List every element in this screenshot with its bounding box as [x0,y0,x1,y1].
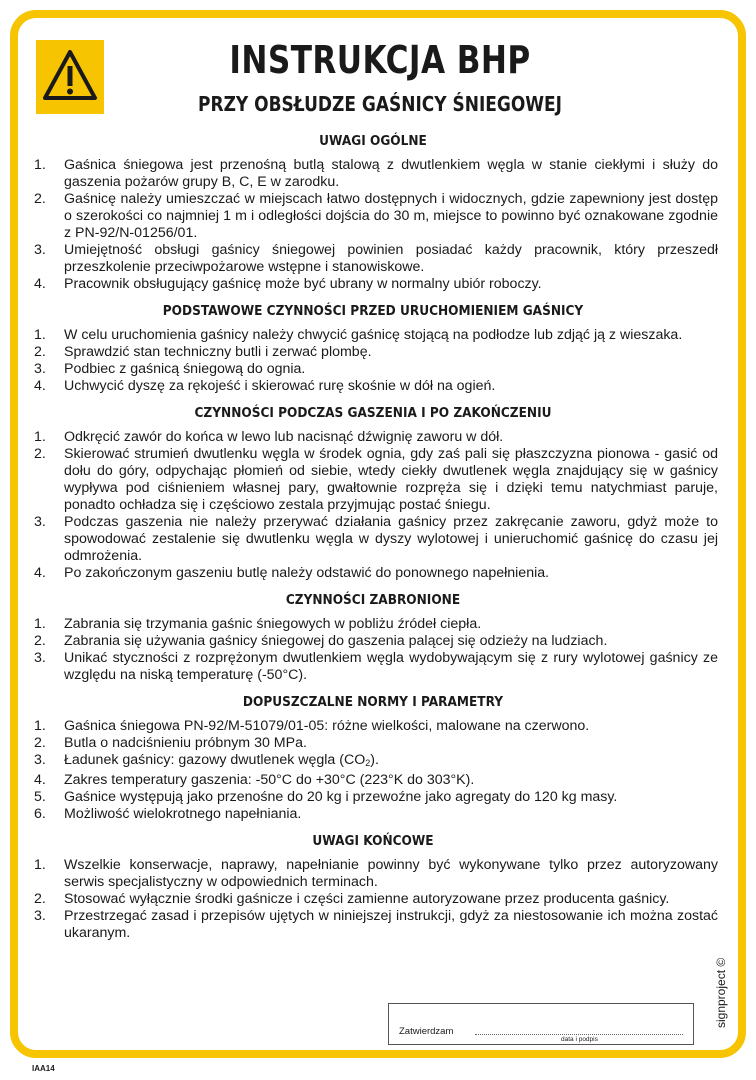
list-item [28,772,718,789]
list-item [28,327,718,344]
item-text: Sprawdzić stan techniczny butli i zerwać plombę. [64,344,372,360]
warning-sign [36,40,104,114]
list-item [28,446,718,514]
section-heading: PODSTAWOWE CZYNNOŚCI PRZED URUCHOMIENIEM GAŚNICY [162,303,584,319]
list-item [28,361,718,378]
item-number: 2. [34,446,46,462]
instruction-content [28,133,718,952]
page-title: INSTRUKCJA BHP [229,38,531,82]
item-number: 4. [34,276,46,292]
item-number: 2. [34,344,46,360]
item-text: Skierować strumień dwutlenku węgla w środek ognia, gdy zaś pali się płaszczyzna pionowa - gasić od dołu do góry, odpychając płomień od siebie, wtedy ciekły dwutlenek węgla znajdujący się w gaśnicy wypływa pod ciśnieniem własnej pary, gwałtownie rozpręża się i dzięki temu natychmiast paruje, ponadto ochładza się i częściowo zestala przyjmując postać śniegu. [64,446,718,513]
list-item [28,908,718,942]
item-number: 1. [34,857,46,873]
section-list [28,157,718,293]
item-text: Podbiec z gaśnicą śniegową do ognia. [64,361,306,377]
item-number: 1. [34,157,46,173]
item-text: Przestrzegać zasad i przepisów ujętych w niniejszej instrukcji, gdyż za niestosowanie ich można zostać ukaranym. [64,908,718,941]
item-number: 1. [34,327,46,343]
item-number: 3. [34,908,46,924]
section-heading: DOPUSZCZALNE NORMY I PARAMETRY [242,694,504,710]
list-item [28,891,718,908]
page-subtitle: PRZY OBSŁUDZE GAŚNICY ŚNIEGOWEJ [198,92,562,116]
list-item [28,616,718,633]
item-text: Stosować wyłącznie środki gaśnicze i części zamienne autoryzowane przez producenta gaśnicy. [64,891,670,907]
section-list [28,857,718,942]
section-list [28,718,718,823]
list-item [28,429,718,446]
item-number: 6. [34,806,46,822]
list-item [28,633,718,650]
list-item [28,735,718,752]
item-text: Butla o nadciśnieniu próbnym 30 MPa. [64,735,307,751]
item-text: Zakres temperatury gaszenia: -50°C do +30°C (223°K do 303°K). [64,772,475,788]
brand-mark: signproject © [714,957,728,1028]
item-text: Pracownik obsługujący gaśnicę może być ubrany w normalny ubiór roboczy. [64,276,542,292]
section-heading: CZYNNOŚCI ZABRONIONE [285,592,461,608]
item-number: 5. [34,789,46,805]
product-code: IAA14 [32,1064,55,1073]
item-text: Uchwycić dyszę za rękojeść i skierować rurę skośnie w dół na ogień. [64,378,496,394]
signature-line [475,1034,683,1035]
item-number: 3. [34,650,46,666]
list-item [28,378,718,395]
item-number: 3. [34,752,46,768]
list-item [28,789,718,806]
item-number: 1. [34,429,46,445]
list-item [28,565,718,582]
item-number: 2. [34,633,46,649]
list-item [28,857,718,891]
section-heading: CZYNNOŚCI PODCZAS GASZENIA I PO ZAKOŃCZENIU [194,405,552,421]
item-text: Wszelkie konserwacje, naprawy, napełnianie powinny być wykonywane tylko przez autoryzowany serwis specjalistyczny w odpowiednich terminach. [64,857,718,890]
item-text: Umiejętność obsługi gaśnicy śniegowej powinien posiadać każdy pracownik, który przeszedł przeszkolenie przeciwpożarowe wstępne i stanowiskowe. [64,242,718,275]
item-text: Po zakończonym gaszeniu butlę należy odstawić do ponownego napełnienia. [64,565,550,581]
list-item [28,276,718,293]
list-item [28,650,718,684]
list-item [28,344,718,361]
item-text: Gaśnica śniegowa jest przenośną butlą stalową z dwutlenkiem węgla w stanie ciekłymi i służy do gaszenia pożarów grupy B, C, E w zarodku. [64,157,718,190]
item-text: Podczas gaszenia nie należy przerywać działania gaśnicy przez zakręcanie zaworu, gdyż może to spowodować zestalenie się dwutlenku węgla w dyszy wylotowej i unieruchomić gaśnicę do czasu jej odmrożenia. [64,514,718,564]
item-text-after: ). [370,752,379,768]
signature-box [388,1003,694,1045]
list-item [28,191,718,242]
item-text: Możliwość wielokrotnego napełniania. [64,806,302,822]
item-number: 4. [34,772,46,788]
item-text: Gaśnicę należy umieszczać w miejscach łatwo dostępnych i widocznych, gdzie zapewniony jest dostęp o szerokości co najmniej 1 m i odległości dojścia do 30 m, miejsce to powinno być oznakowane zgodnie z PN-92/N-01256/01. [64,191,718,241]
list-item [28,514,718,565]
item-number: 3. [34,242,46,258]
item-number: 3. [34,361,46,377]
item-number: 1. [34,616,46,632]
section-list [28,429,718,582]
item-number: 2. [34,891,46,907]
item-text: Gaśnica śniegowa PN-92/M-51079/01-05: różne wielkości, malowane na czerwono. [64,718,590,734]
list-item [28,242,718,276]
item-subscript: 2 [365,758,371,768]
item-text: Zabrania się trzymania gaśnic śniegowych w pobliżu źródeł ciepła. [64,616,482,632]
item-text: Unikać styczności z rozprężonym dwutlenkiem węgla wydobywającym się z rury wylotowej gaśnicy ze względu na niską temperaturę (-50°C). [64,650,718,683]
list-item [28,157,718,191]
section-list [28,616,718,684]
signature-hint: data i podpis [561,1036,598,1043]
item-text: Gaśnice występują jako przenośne do 20 kg i przewoźne jako agregaty do 120 kg masy. [64,789,618,805]
item-number: 3. [34,514,46,530]
warning-triangle-icon [42,48,98,104]
item-text: W celu uruchomienia gaśnicy należy chwycić gaśnicę stojącą na podłodze lub zdjąć ją z wieszaka. [64,327,683,343]
item-text: Ładunek gaśnicy: gazowy dwutlenek węgla (CO [64,752,366,768]
section-list [28,327,718,395]
item-number: 1. [34,718,46,734]
list-item [28,718,718,735]
item-text: Odkręcić zawór do końca w lewo lub nacisnąć dźwignię zaworu w dół. [64,429,504,445]
section-heading: UWAGI KOŃCOWE [312,833,434,849]
list-item [28,752,718,772]
item-number: 4. [34,378,46,394]
item-text: Zabrania się używania gaśnicy śniegowej do gaszenia palącej się odzieży na ludziach. [64,633,608,649]
item-number: 2. [34,735,46,751]
item-number: 4. [34,565,46,581]
signature-label: Zatwierdzam [399,1026,454,1037]
item-number: 2. [34,191,46,207]
section-heading: UWAGI OGÓLNE [319,133,427,149]
list-item [28,806,718,823]
